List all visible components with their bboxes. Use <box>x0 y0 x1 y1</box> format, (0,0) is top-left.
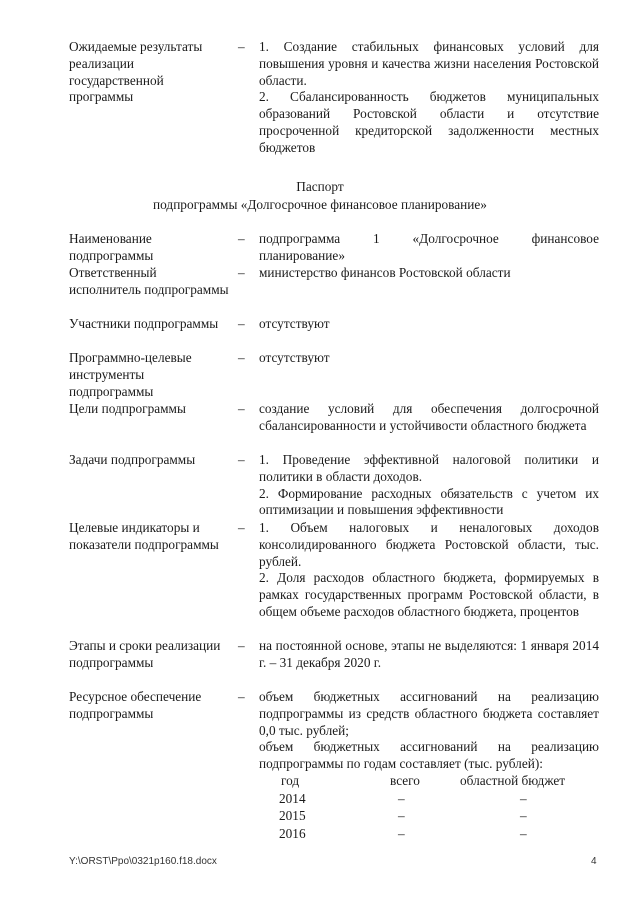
row-label: Ресурсное обеспечение подпрограммы <box>69 689 202 721</box>
funding-table <box>259 773 599 843</box>
dash: – <box>238 638 245 653</box>
row-label: Участники подпрограммы <box>69 316 219 331</box>
row-label: Задачи подпрограммы <box>69 452 196 467</box>
dash: – <box>238 265 245 280</box>
funding-table-header <box>259 773 599 791</box>
header-regional-budget: областной бюджет <box>460 773 566 788</box>
passport-subtitle: подпрограммы «Долгосрочное финансовое планирование» <box>153 197 487 212</box>
table-row <box>259 826 599 844</box>
task-item: 1. Проведение эффективной налоговой политики и политики в области доходов. <box>259 452 599 484</box>
row-label: Ответственный исполнитель подпрограммы <box>69 265 229 297</box>
row-values <box>259 520 599 621</box>
indicator-item: 1. Объем налоговых и неналоговых доходов консолидированного бюджета Ростовской области, тыс. рублей. <box>259 520 599 569</box>
dash: – <box>238 231 245 246</box>
expected-results-values <box>259 39 599 157</box>
row-value: отсутствуют <box>259 316 330 331</box>
table-row <box>259 791 599 809</box>
page-number: 4 <box>591 856 597 867</box>
row-value: создание условий для обеспечения долгосрочной сбалансированности и устойчивости областного бюджета <box>259 401 599 433</box>
cell-regional: – <box>520 808 527 823</box>
row-value: на постоянной основе, этапы не выделяются: 1 января 2014 г. – 31 декабря 2020 г. <box>259 638 599 670</box>
row-value: министерство финансов Ростовской области <box>259 265 511 280</box>
cell-regional: – <box>520 825 527 841</box>
resource-item: объем бюджетных ассигнований на реализацию подпрограммы из средств областного бюджета составляет 0,0 тыс. рублей; <box>259 689 599 738</box>
footer-file-path: Y:\ORST\Ppo\0321p160.f18.docx <box>69 856 217 867</box>
header-year: год <box>281 773 300 788</box>
dash: – <box>238 401 245 416</box>
cell-total: – <box>398 825 405 841</box>
row-label: Целевые индикаторы и показатели подпрограммы <box>69 520 219 552</box>
cell-total: – <box>398 808 405 823</box>
row-value: отсутствуют <box>259 350 330 365</box>
row-values <box>259 689 599 773</box>
dash: – <box>238 350 245 365</box>
expected-result-item: 1. Создание стабильных финансовых условий для повышения уровня и качества жизни населения Ростовской области. <box>259 39 599 88</box>
dash: – <box>238 520 245 535</box>
row-label: Этапы и сроки реализации подпрограммы <box>69 638 221 670</box>
table-row <box>259 808 599 826</box>
dash: – <box>238 452 245 467</box>
indicator-item: 2. Доля расходов областного бюджета, формируемых в рамках государственных программ Ростовской области, в общем объеме расходов областного бюджета, процентов <box>259 570 599 619</box>
dash: – <box>238 39 245 54</box>
row-label: Наименование подпрограммы <box>69 231 154 263</box>
cell-year: 2014 <box>279 790 306 806</box>
cell-total: – <box>398 790 405 806</box>
task-item: 2. Формирование расходных обязательств с учетом их оптимизации и повышения эффективности <box>259 485 599 518</box>
cell-year: 2015 <box>279 808 306 823</box>
dash: – <box>238 316 245 331</box>
header-total: всего <box>390 773 420 788</box>
cell-year: 2016 <box>279 825 306 841</box>
passport-title: Паспорт <box>296 179 344 194</box>
dash: – <box>238 689 245 704</box>
cell-regional: – <box>520 790 527 806</box>
row-values <box>259 452 599 519</box>
row-label: Программно-целевые инструменты подпрограммы <box>69 350 192 399</box>
resource-item: объем бюджетных ассигнований на реализацию подпрограммы по годам составляет (тыс. рублей): <box>259 739 599 772</box>
row-value: подпрограмма 1 «Долгосрочное финансовое планирование» <box>259 231 599 263</box>
expected-results-label: Ожидаемые результаты реализации государственной программы <box>69 39 203 105</box>
expected-result-item: 2. Сбалансированность бюджетов муниципальных образований Ростовской области и отсутствие просроченной кредиторской задолженности местных бюджетов <box>259 89 599 155</box>
row-label: Цели подпрограммы <box>69 401 186 416</box>
